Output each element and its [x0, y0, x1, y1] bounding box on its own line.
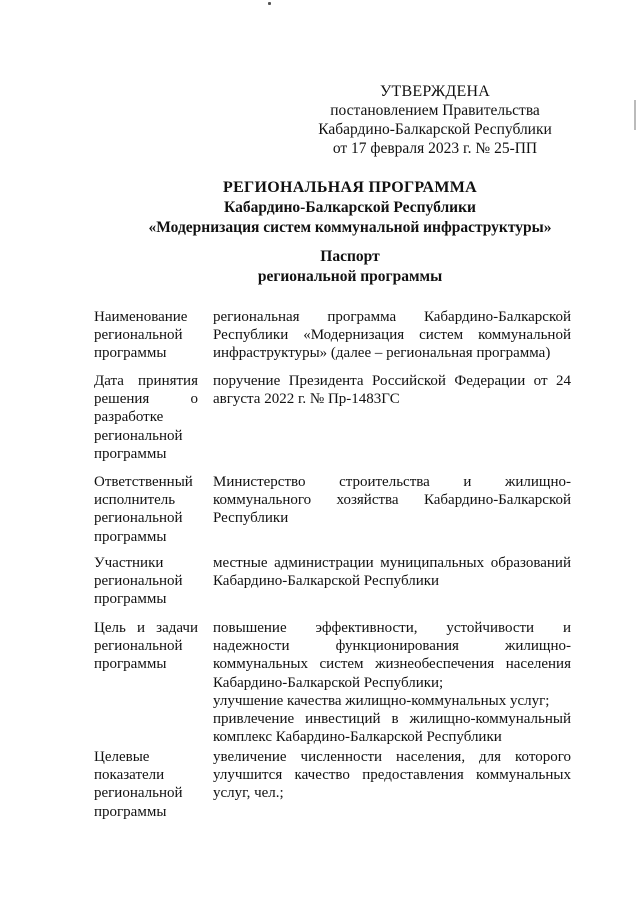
- approval-stamp: [300, 82, 570, 158]
- scan-artifact: [268, 2, 271, 5]
- row-value-text: увеличение численности населения, для которого улучшится качество предоставления коммунальных услуг, чел.;: [213, 749, 571, 802]
- row-label: Цель и задачи региональной программы: [94, 620, 198, 673]
- row-value: [213, 473, 571, 554]
- row-value-text: привлечение инвестиций в жилищно-коммунальный комплекс Кабардино-Балкарской Республики: [213, 711, 571, 746]
- row-label: Участники региональной программы: [94, 555, 183, 608]
- program-title-region: Кабардино-Балкарской Республики: [224, 199, 476, 216]
- approval-heading: УТВЕРЖДЕНА: [379, 83, 490, 100]
- row-value: [213, 748, 571, 838]
- row-label: Целевые показатели региональной программы: [94, 749, 183, 820]
- approval-date: от 17 февраля 2023 г. № 25-ПП: [332, 140, 538, 157]
- row-value-text: повышение эффективности, устойчивости и надежности функционирования жилищно-коммунальных систем жизнеобеспечения населения Кабардино-Балкарской Республики;: [213, 620, 571, 691]
- row-value: [213, 372, 571, 473]
- program-title-main: РЕГИОНАЛЬНАЯ ПРОГРАММА: [223, 179, 477, 196]
- table-row: [94, 308, 570, 372]
- table-row: [94, 619, 570, 748]
- table-row: [94, 748, 570, 838]
- table-row: [94, 372, 570, 473]
- passport-subtitle: региональной программы: [257, 268, 443, 285]
- row-value: [213, 619, 571, 748]
- row-value-text: улучшение качества жилищно-коммунальных услуг;: [213, 692, 550, 709]
- row-label: Ответственный исполнитель региональной программы: [94, 474, 193, 545]
- table-row: [94, 554, 570, 619]
- approval-line: Кабардино-Балкарской Республики: [318, 121, 552, 138]
- approval-line: постановлением Правительства: [330, 102, 540, 119]
- row-value-text: местные администрации муниципальных образований Кабардино-Балкарской Республики: [213, 555, 571, 590]
- row-value: [213, 308, 571, 372]
- row-value: [213, 554, 571, 619]
- row-value-text: поручение Президента Российской Федерации от 24 августа 2022 г. № Пр-1483ГС: [213, 373, 571, 408]
- row-value-text: региональная программа Кабардино-Балкарской Республики «Модернизация систем коммунальной инфраструктуры» (далее – региональная программа): [213, 309, 571, 362]
- passport-title: Паспорт: [320, 248, 380, 265]
- program-title-name: «Модернизация систем коммунальной инфраструктуры»: [148, 219, 552, 236]
- passport-heading: [150, 247, 550, 287]
- passport-table: [94, 308, 570, 838]
- row-label: Дата принятия решения о разработке региональной программы: [94, 373, 198, 462]
- table-row: [94, 473, 570, 554]
- scan-edge-artifact: [634, 100, 636, 130]
- row-value-text: Министерство строительства и жилищно-коммунального хозяйства Кабардино-Балкарской Республики: [213, 474, 571, 527]
- row-label: Наименование региональной программы: [94, 309, 188, 362]
- program-title: [100, 178, 600, 238]
